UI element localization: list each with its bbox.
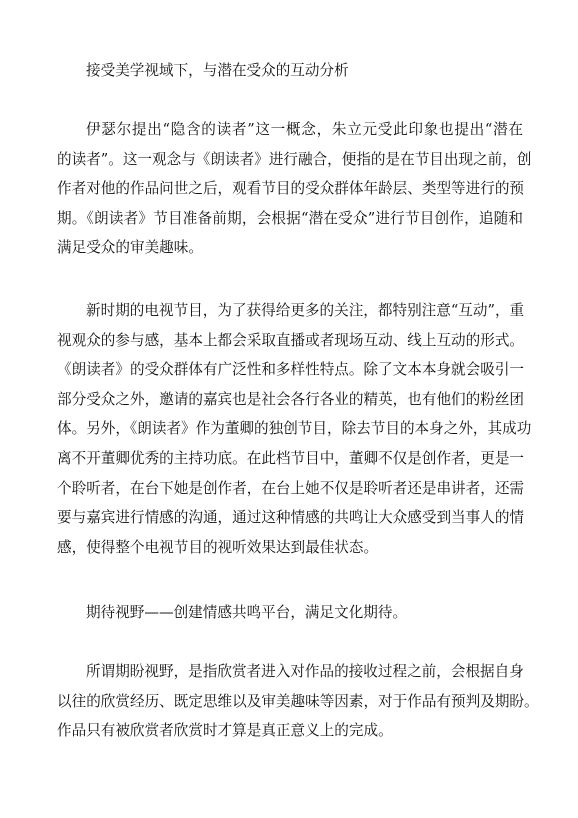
paragraph-line: 期。《朗读者》节目准备前期，会根据“潜在受众”进行节目创作，追随和: [57, 209, 523, 227]
paragraph-line: 感，使得整个电视节目的视听效果达到最佳状态。: [57, 538, 379, 556]
paragraph-line: 伊瑟尔提出“隐含的读者”这一概念，朱立元受此印象也提出“潜在: [86, 121, 523, 138]
paragraph-line: 离不开董卿优秀的主持功底。在此档节目中，董卿不仅是创作者，更是一: [57, 449, 525, 467]
paragraph-line: 满足受众的审美趣味。: [57, 239, 203, 257]
paragraph-line: 新时期的电视节目，为了获得给更多的关注，都特别注意“互动”，重: [86, 302, 525, 319]
paragraph-line: 视观众的参与感，基本上都会采取直播或者现场互动、线上互动的形式。: [57, 331, 525, 349]
heading-line: 期待视野——创建情感共鸣平台，满足文化期待。: [86, 604, 408, 621]
section-heading-horizon-of-expectation: [57, 598, 523, 628]
paragraph-line: 以往的欣赏经历、既定思维以及审美趣味等因素，对于作品有预判及期盼。: [57, 692, 539, 710]
paragraph-line: 体。另外，《朗读者》作为董卿的独创节目，除去节目的本身之外，其成功: [57, 420, 532, 438]
paragraph-expectation: [57, 657, 539, 746]
paragraph-line: 要与嘉宾进行情感的沟通，通过这种情感的共鸣让大众感受到当事人的情: [57, 509, 525, 527]
paragraph-line: 作品只有被欣赏者欣赏时才算是真正意义上的完成。: [57, 722, 393, 740]
paragraph-line: 所谓期盼视野，是指欣赏者进入对作品的接收过程之前，会根据自身: [86, 663, 524, 680]
paragraph-line: 部分受众之外，邀请的嘉宾也是社会各行各业的精英，也有他们的粉丝团: [57, 390, 525, 408]
paragraph-implied-reader: [57, 115, 532, 263]
paragraph-line: 作者对他的作品问世之后，观看节目的受众群体年龄层、类型等进行的预: [57, 180, 525, 198]
paragraph-line: 个聆听者，在台下她是创作者，在台上她不仅是聆听者还是串讲者，还需: [57, 479, 525, 497]
heading-line: 接受美学视域下，与潜在受众的互动分析: [86, 62, 349, 79]
section-heading-reception-aesthetics: [57, 56, 523, 86]
paragraph-line: 的读者”。这一观念与《朗读者》进行融合，便指的是在节目出现之前，创: [57, 150, 532, 168]
paragraph-interaction: [57, 296, 532, 562]
paragraph-line: 《朗读者》的受众群体有广泛性和多样性特点。除了文本本身就会吸引一: [57, 361, 525, 379]
